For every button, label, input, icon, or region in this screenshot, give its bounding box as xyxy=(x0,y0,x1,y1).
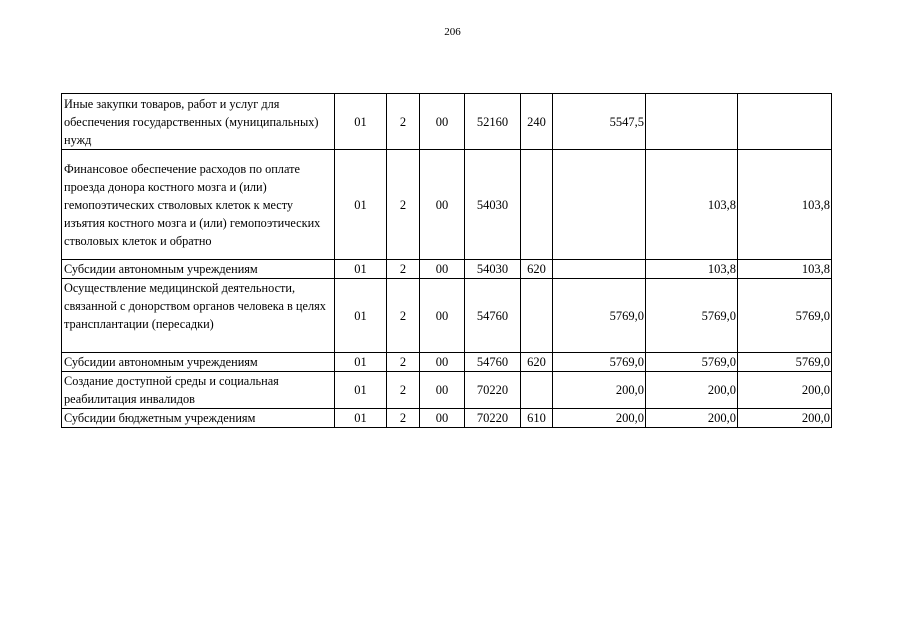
expense-type-code: 240 xyxy=(521,94,553,150)
activity-code: 00 xyxy=(420,150,465,260)
amount-2: 103,8 xyxy=(646,260,738,279)
amount-1: 5547,5 xyxy=(553,94,646,150)
amount-3 xyxy=(738,94,832,150)
amount-3: 103,8 xyxy=(738,150,832,260)
section-code: 01 xyxy=(335,409,387,428)
amount-3: 5769,0 xyxy=(738,279,832,353)
expense-type-code xyxy=(521,372,553,409)
expense-type-code: 610 xyxy=(521,409,553,428)
amount-2: 5769,0 xyxy=(646,353,738,372)
budget-table xyxy=(61,93,832,428)
subprogram-code: 2 xyxy=(387,150,420,260)
table-row xyxy=(62,372,832,409)
amount-2 xyxy=(646,94,738,150)
direction-code: 52160 xyxy=(465,94,521,150)
table-row xyxy=(62,353,832,372)
amount-1: 200,0 xyxy=(553,372,646,409)
row-name: Субсидии автономным учреждениям xyxy=(62,260,335,279)
row-name: Создание доступной среды и социальная реабилитация инвалидов xyxy=(62,372,335,409)
row-name: Субсидии бюджетным учреждениям xyxy=(62,409,335,428)
amount-3: 103,8 xyxy=(738,260,832,279)
activity-code: 00 xyxy=(420,94,465,150)
direction-code: 54030 xyxy=(465,150,521,260)
direction-code: 54760 xyxy=(465,279,521,353)
section-code: 01 xyxy=(335,260,387,279)
direction-code: 54760 xyxy=(465,353,521,372)
section-code: 01 xyxy=(335,94,387,150)
amount-2: 103,8 xyxy=(646,150,738,260)
activity-code: 00 xyxy=(420,260,465,279)
page-number: 206 xyxy=(444,26,461,38)
expense-type-code xyxy=(521,279,553,353)
activity-code: 00 xyxy=(420,279,465,353)
amount-1: 200,0 xyxy=(553,409,646,428)
row-name: Иные закупки товаров, работ и услуг для обеспечения государственных (муниципальных) нужд xyxy=(62,94,335,150)
activity-code: 00 xyxy=(420,409,465,428)
table-row xyxy=(62,409,832,428)
subprogram-code: 2 xyxy=(387,372,420,409)
amount-3: 200,0 xyxy=(738,372,832,409)
row-name: Финансовое обеспечение расходов по оплате проезда донора костного мозга и (или) гемопоэтических стволовых клеток к месту изъятия костного мозга и (или) гемопоэтических стволовых клеток и обратно xyxy=(62,150,335,260)
expense-type-code: 620 xyxy=(521,260,553,279)
row-name: Осуществление медицинской деятельности, связанной с донорством органов человека в целях трансплантации (пересадки) xyxy=(62,279,335,353)
section-code: 01 xyxy=(335,372,387,409)
direction-code: 70220 xyxy=(465,409,521,428)
row-name: Субсидии автономным учреждениям xyxy=(62,353,335,372)
table-row xyxy=(62,94,832,150)
expense-type-code xyxy=(521,150,553,260)
amount-3: 5769,0 xyxy=(738,353,832,372)
expense-type-code: 620 xyxy=(521,353,553,372)
section-code: 01 xyxy=(335,150,387,260)
direction-code: 54030 xyxy=(465,260,521,279)
subprogram-code: 2 xyxy=(387,279,420,353)
section-code: 01 xyxy=(335,279,387,353)
table-row xyxy=(62,150,832,260)
amount-1: 5769,0 xyxy=(553,353,646,372)
amount-1 xyxy=(553,150,646,260)
activity-code: 00 xyxy=(420,353,465,372)
subprogram-code: 2 xyxy=(387,353,420,372)
amount-2: 5769,0 xyxy=(646,279,738,353)
amount-1: 5769,0 xyxy=(553,279,646,353)
amount-1 xyxy=(553,260,646,279)
direction-code: 70220 xyxy=(465,372,521,409)
table-row xyxy=(62,260,832,279)
subprogram-code: 2 xyxy=(387,260,420,279)
amount-2: 200,0 xyxy=(646,409,738,428)
amount-3: 200,0 xyxy=(738,409,832,428)
amount-2: 200,0 xyxy=(646,372,738,409)
activity-code: 00 xyxy=(420,372,465,409)
subprogram-code: 2 xyxy=(387,409,420,428)
subprogram-code: 2 xyxy=(387,94,420,150)
table-row xyxy=(62,279,832,353)
section-code: 01 xyxy=(335,353,387,372)
